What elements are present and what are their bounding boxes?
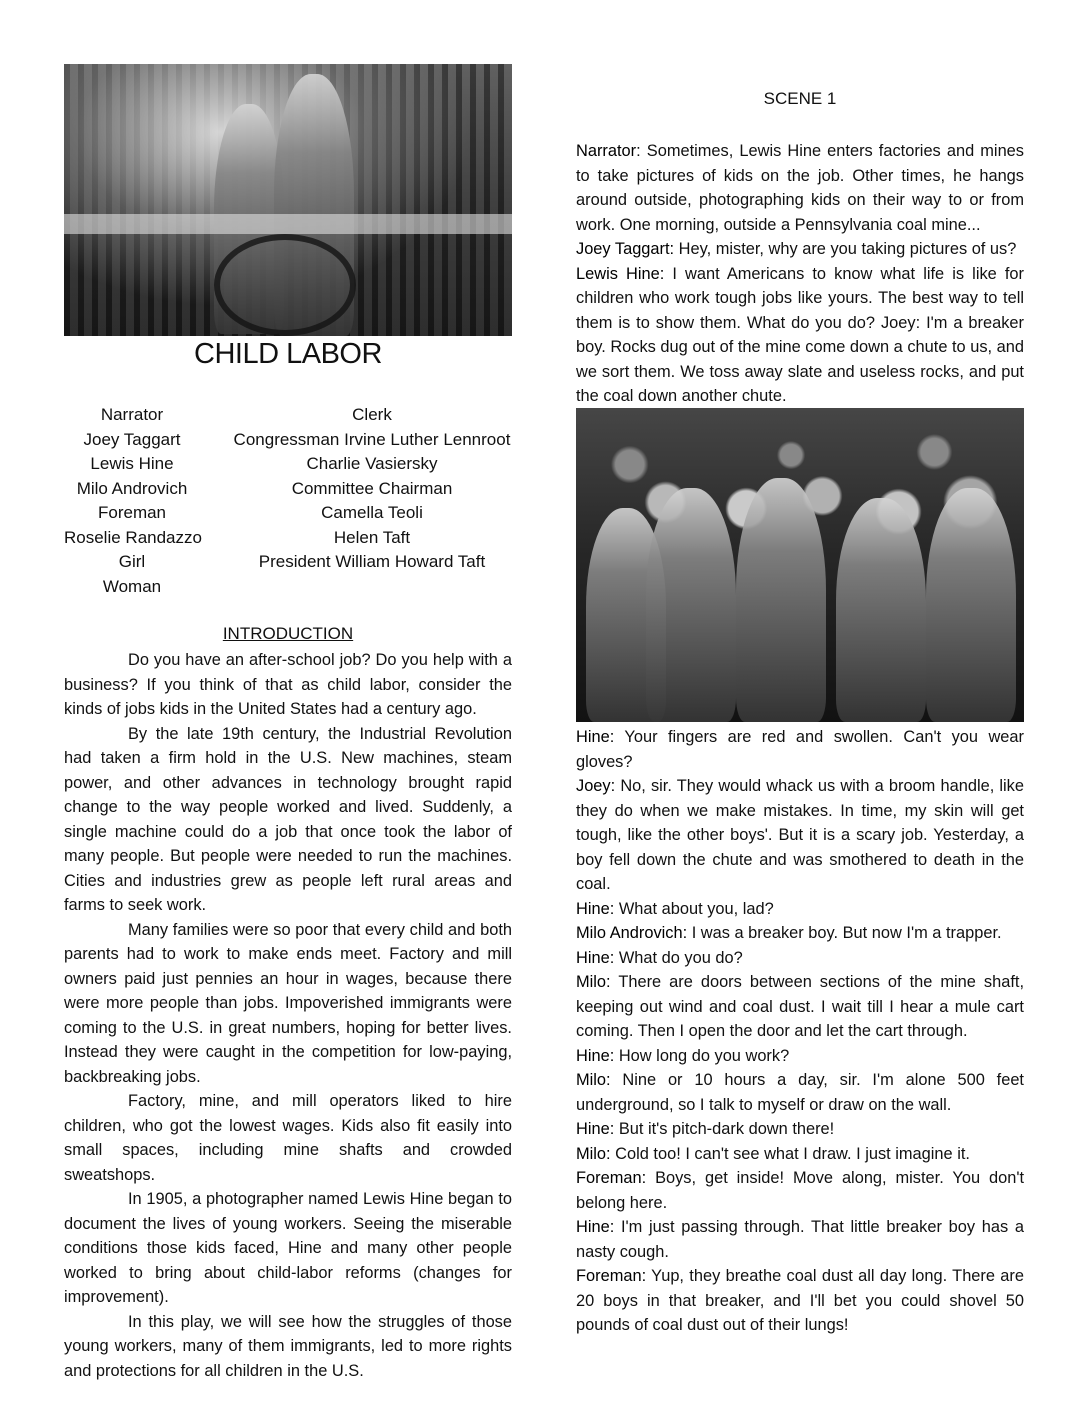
intro-paragraph: Many families were so poor that every child and both parents had to work to make ends meet. Factory and mill owners paid just pennies an hour in wages, because there were more people than jobs. Impoverished immigrants were coming to the U.S. in great numbers, hoping for better lives. Instead they were caught in the competition for low-paying, backbreaking jobs. bbox=[64, 920, 512, 1086]
speaker-name: Foreman: bbox=[576, 1267, 647, 1285]
cast-item: Helen Taft bbox=[333, 527, 411, 547]
intro-paragraph: In this play, we will see how the struggles of those young workers, many of them immigrants, led to more rights and protections for all children in the U.S. bbox=[64, 1312, 512, 1380]
dialogue-text: But it's pitch-dark down there! bbox=[618, 1120, 835, 1138]
cast-item: Camella Teoli bbox=[321, 503, 423, 522]
dialogue-text: Your fingers are red and swollen. Can't you wear gloves? bbox=[576, 728, 1024, 771]
speaker-name: Milo: bbox=[576, 973, 611, 991]
dialogue-line bbox=[576, 1068, 1024, 1117]
intro-paragraph: In 1905, a photographer named Lewis Hine began to document the lives of young workers. Seeing the miserable conditions those kids faced, Hine and many other people worked to bring about child-labor reforms (changes for improvement). bbox=[64, 1190, 512, 1306]
introduction-heading: INTRODUCTION bbox=[222, 624, 354, 643]
speaker-name: Joey: bbox=[576, 777, 616, 795]
cast-item: Woman bbox=[102, 576, 162, 596]
dialogue-line bbox=[576, 1166, 1024, 1215]
dialogue-text: Yup, they breathe coal dust all day long. There are 20 boys in that breaker, and I'll bet you could shovel 50 pounds of coal dust out of their lungs! bbox=[576, 1267, 1025, 1334]
cast-item: Lewis Hine bbox=[90, 454, 174, 473]
dialogue-text: What about you, lad? bbox=[618, 899, 774, 918]
dialogue-text: I'm just passing through. That little breaker boy has a nasty cough. bbox=[576, 1218, 1024, 1261]
dialogue-line: Narrator: Sometimes, Lewis Hine enters factories and mines to take pictures of kids on the job. Other times, he hangs around outside, photographing kids on their way to or from work. One morning, outside a Pennsylvania coal mine... bbox=[576, 142, 1024, 234]
dialogue-line bbox=[576, 970, 1024, 1044]
speaker-name: Hine: bbox=[576, 728, 615, 746]
speaker-name: Hine: bbox=[576, 1120, 615, 1138]
speaker-name: Foreman: bbox=[576, 1169, 647, 1187]
speaker-name: Milo: bbox=[576, 1071, 611, 1089]
speaker-name: Joey Taggart: bbox=[576, 240, 675, 258]
intro-paragraph: By the late 19th century, the Industrial Revolution had taken a firm hold in the U.S. New machines, steam power, and other advances in technology brought rapid change to the way people worked and lived. Suddenly, a single machine could do a job that once took the labor of many people. But people were needed to run the machines. Cities and industries grew as people left rural areas and farms to seek work. bbox=[64, 724, 512, 914]
dialogue-text: There are doors between sections of the mine shaft, keeping out wind and coal dust. I wait till I hear a mule cart coming. Then I open the door and let the cart through. bbox=[576, 973, 1025, 1040]
dialogue-text: Boys, get inside! Move along, mister. You don't belong here. bbox=[576, 1169, 1024, 1212]
dialogue-text: Hey, mister, why are you taking pictures of us? bbox=[678, 240, 1017, 258]
breaker-boys-photo bbox=[576, 408, 1024, 722]
page-title: CHILD LABOR bbox=[194, 338, 382, 370]
cast-item: Charlie Vasiersky bbox=[306, 454, 438, 473]
dialogue-text: How long do you work? bbox=[618, 1046, 790, 1065]
speaker-name: Hine: bbox=[576, 1218, 615, 1236]
speaker-name: Hine: bbox=[576, 948, 615, 967]
dialogue-text: No, sir. They would whack us with a broom handle, like they do when we make mistakes. In time, my skin will get tough, like the other boys'. But it is a scary job. Yesterday, a boy fell down the chute and was smothered to death in the coal. bbox=[576, 777, 1024, 893]
mill-children-photo bbox=[64, 64, 512, 336]
dialogue-text: I was a breaker boy. But now I'm a trapper. bbox=[691, 924, 1002, 942]
cast-item: Committee Chairman bbox=[291, 478, 453, 498]
cast-item: Foreman bbox=[97, 503, 167, 522]
dialogue-line bbox=[576, 1264, 1024, 1338]
scene-dialogue-bottom bbox=[576, 725, 1024, 1338]
dialogue-text: Sometimes, Lewis Hine enters factories and mines to take pictures of kids on the job. Other times, he hangs around outside, photographing kids on their way to or from work. One morning, outside a Pennsylvania coal mine... bbox=[576, 142, 1024, 234]
cast-item: Congressman Irvine Luther Lennroot bbox=[233, 429, 511, 449]
dialogue-line bbox=[576, 921, 1024, 946]
cast-item: Narrator bbox=[100, 405, 164, 424]
introduction-text bbox=[64, 648, 512, 1383]
dialogue-text: What do you do? bbox=[618, 948, 743, 967]
dialogue-line bbox=[576, 946, 1024, 971]
cast-item: Joey Taggart bbox=[83, 429, 181, 449]
cast-item: President William Howard Taft bbox=[258, 552, 486, 571]
scene-heading: SCENE 1 bbox=[763, 89, 837, 108]
scene-dialogue-top bbox=[576, 139, 1024, 409]
cast-list-left bbox=[64, 403, 200, 599]
dialogue-text: I want Americans to know what life is like for children who work tough jobs like yours. The best way to tell them is to show them. What do you do? Joey: I'm a breaker boy. Rocks dug out of the mine come down a chute to us, and we sort them. We toss away slate and useless rocks, and put the coal down another chute. bbox=[576, 264, 1024, 405]
dialogue-line bbox=[576, 897, 1024, 922]
dialogue-line bbox=[576, 1044, 1024, 1069]
dialogue-line bbox=[576, 1117, 1024, 1142]
speaker-name: Hine: bbox=[576, 1046, 615, 1065]
intro-paragraph: Do you have an after-school job? Do you help with a business? If you think of that as child labor, consider the kinds of jobs kids in the United States had a century ago. bbox=[64, 651, 512, 718]
speaker-name: Milo Androvich: bbox=[576, 924, 688, 942]
speaker-name: Hine: bbox=[576, 899, 615, 918]
cast-item: Clerk bbox=[352, 405, 392, 424]
speaker-name: Lewis Hine: bbox=[576, 264, 665, 283]
cast-list-right bbox=[232, 403, 512, 575]
dialogue-line bbox=[576, 1215, 1024, 1264]
speaker-name: Milo: bbox=[576, 1144, 611, 1163]
dialogue-text: Nine or 10 hours a day, sir. I'm alone 500 feet underground, so I talk to myself or draw on the wall. bbox=[576, 1071, 1024, 1114]
dialogue-line bbox=[576, 774, 1024, 897]
dialogue-line bbox=[576, 1142, 1024, 1167]
dialogue-text: Cold too! I can't see what I draw. I just imagine it. bbox=[615, 1144, 970, 1163]
dialogue-line bbox=[576, 262, 1024, 409]
cast-item: Milo Androvich bbox=[76, 478, 188, 498]
dialogue-line bbox=[576, 725, 1024, 774]
dialogue-line bbox=[576, 237, 1024, 262]
intro-paragraph: Factory, mine, and mill operators liked to hire children, who got the lowest wages. Kids also fit easily into small spaces, including mine shafts and crowded sweatshops. bbox=[64, 1092, 512, 1184]
cast-item: Roselie Randazzo bbox=[64, 527, 202, 547]
speaker-name: Narrator bbox=[576, 142, 637, 160]
cast-item: Girl bbox=[118, 552, 146, 571]
